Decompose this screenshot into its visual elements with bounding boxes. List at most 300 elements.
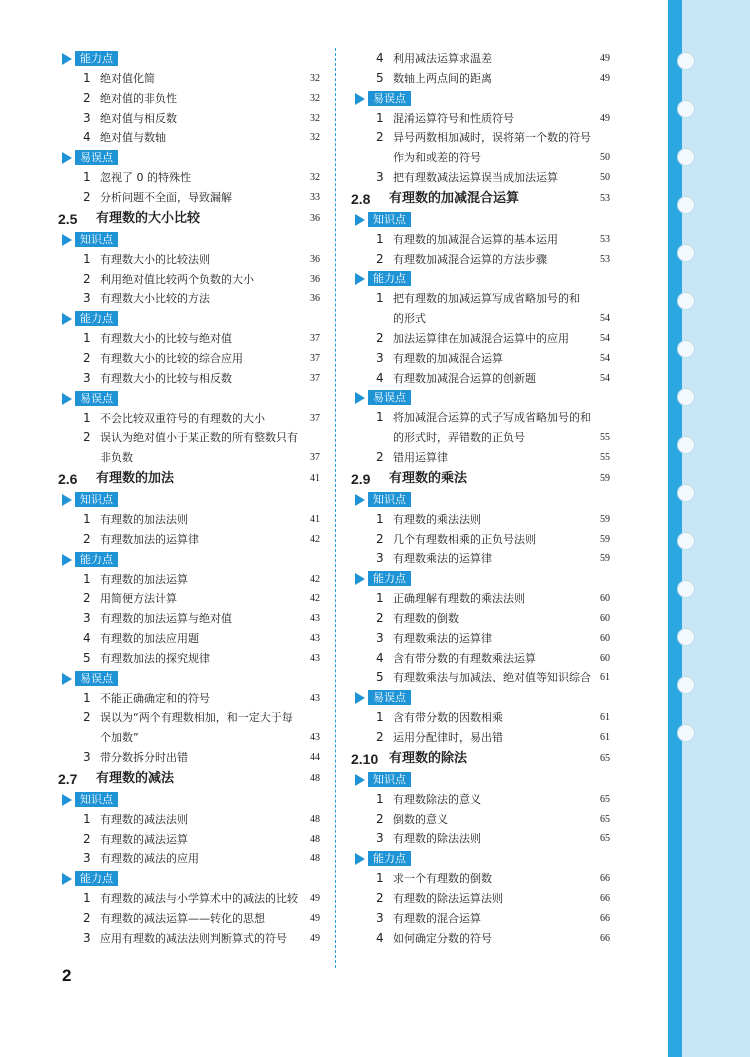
toc-entry xyxy=(58,530,320,550)
toc-entry xyxy=(58,369,320,389)
entry-number: 1 xyxy=(376,110,384,125)
entry-number: 1 xyxy=(376,871,384,886)
category-label: 能力点 xyxy=(75,51,118,66)
entry-number: 3 xyxy=(83,749,91,764)
entry-text: 的形式时，弄错数的正负号 xyxy=(393,431,525,445)
page-ref: 48 xyxy=(310,772,320,784)
toc-entry xyxy=(351,109,610,129)
entry-number: 2 xyxy=(376,811,384,826)
page-ref: 66 xyxy=(600,932,610,944)
page-ref: 49 xyxy=(310,912,320,924)
entry-text: 误认为绝对值小于某正数的所有整数只有 xyxy=(100,431,298,445)
entry-text: 有理数加法的探究规律 xyxy=(100,651,210,665)
page-ref: 54 xyxy=(600,313,610,325)
toc-entry xyxy=(351,349,610,369)
page-ref: 55 xyxy=(600,451,610,463)
entry-text: 有理数除法的意义 xyxy=(393,792,481,806)
entry-text: 混淆运算符号和性质符号 xyxy=(393,111,514,125)
page-ref: 32 xyxy=(310,132,320,144)
toc-entry xyxy=(58,609,320,629)
page-ref: 48 xyxy=(310,813,320,825)
toc-entry xyxy=(351,629,610,649)
entry-text: 作为和或差的符号 xyxy=(393,151,481,165)
category-label: 知识点 xyxy=(75,492,118,507)
entry-text: 有理数的减法与小学算术中的减法的比较 xyxy=(100,892,298,906)
entry-text: 有理数的加法应用题 xyxy=(100,631,199,645)
category-header xyxy=(351,688,610,708)
toc-entry xyxy=(351,728,610,748)
category-label: 能力点 xyxy=(75,311,118,326)
entry-number: 3 xyxy=(376,551,384,566)
entry-number: 3 xyxy=(83,110,91,125)
category-label: 知识点 xyxy=(75,792,118,807)
page-ref: 65 xyxy=(600,793,610,805)
section-number: 2.10 xyxy=(351,750,379,767)
page-ref: 54 xyxy=(600,372,610,384)
section-heading xyxy=(58,768,320,790)
entry-number: 1 xyxy=(83,811,91,826)
page-ref: 61 xyxy=(600,672,610,684)
entry-text: 有理数的加法运算 xyxy=(100,572,188,586)
page-ref: 36 xyxy=(310,253,320,265)
category-label: 能力点 xyxy=(368,271,411,286)
binder-ring-icon xyxy=(677,244,695,262)
category-header xyxy=(58,230,320,250)
play-triangle-icon xyxy=(62,873,72,885)
toc-entry xyxy=(351,168,610,188)
entry-number: 2 xyxy=(376,449,384,464)
entry-text: 有理数乘法的运算律 xyxy=(393,631,492,645)
page-ref: 37 xyxy=(310,372,320,384)
play-triangle-icon xyxy=(355,573,365,585)
entry-number: 3 xyxy=(376,630,384,645)
entry-number: 3 xyxy=(376,831,384,846)
page-ref: 43 xyxy=(310,632,320,644)
category-header xyxy=(351,210,610,230)
entry-number: 2 xyxy=(83,910,91,925)
entry-number: 1 xyxy=(83,71,91,85)
entry-number: 1 xyxy=(83,891,91,906)
entry-number: 1 xyxy=(376,591,384,606)
entry-number: 4 xyxy=(376,930,384,945)
entry-number: 2 xyxy=(83,90,91,105)
binder-ring-icon xyxy=(677,340,695,358)
page-ref: 54 xyxy=(600,332,610,344)
page-ref: 43 xyxy=(310,613,320,625)
entry-text: 错用运算律 xyxy=(393,450,448,464)
entry-text: 含有带分数的因数相乘 xyxy=(393,711,503,725)
category-header xyxy=(351,269,610,289)
toc-entry xyxy=(58,510,320,530)
toc-entry xyxy=(351,708,610,728)
entry-text: 的形式 xyxy=(393,312,426,326)
play-triangle-icon xyxy=(62,554,72,566)
page-ref: 65 xyxy=(600,752,610,764)
play-triangle-icon xyxy=(62,234,72,246)
page-number: 2 xyxy=(62,966,72,985)
page-ref: 33 xyxy=(310,191,320,203)
entry-text: 利用减法运算求温差 xyxy=(393,52,492,65)
section-title: 有理数的乘法 xyxy=(389,470,468,486)
entry-text: 有理数的混合运算 xyxy=(393,911,481,925)
entry-number: 2 xyxy=(83,350,91,365)
entry-number: 2 xyxy=(376,251,384,266)
play-triangle-icon xyxy=(355,692,365,704)
binder-ring-icon xyxy=(677,52,695,70)
category-header xyxy=(58,389,320,409)
entry-text: 绝对值的非负性 xyxy=(100,91,177,105)
entry-text: 有理数的除法运算法则 xyxy=(393,891,503,905)
entry-text: 利用绝对值比较两个负数的大小 xyxy=(100,272,254,286)
page-ref: 53 xyxy=(600,192,610,204)
toc-entry xyxy=(351,589,610,609)
entry-text: 有理数大小的比较的综合应用 xyxy=(100,351,243,365)
entry-number: 1 xyxy=(83,170,91,185)
toc-entry xyxy=(58,589,320,609)
play-triangle-icon xyxy=(355,853,365,865)
entry-text: 正确理解有理数的乘法法则 xyxy=(393,592,525,606)
category-header xyxy=(58,790,320,810)
toc-entry xyxy=(58,689,320,709)
entry-number: 2 xyxy=(83,831,91,846)
entry-text: 把有理数的加减运算写成省略加号的和 xyxy=(393,292,580,306)
toc-column-right xyxy=(351,49,610,948)
entry-text: 几个有理数相乘的正负号法则 xyxy=(393,532,536,546)
toc-entry xyxy=(351,448,610,468)
entry-text: 倒数的意义 xyxy=(393,812,448,826)
page-ref: 43 xyxy=(310,692,320,704)
page-ref: 61 xyxy=(600,731,610,743)
toc-entry xyxy=(351,909,610,929)
toc-entry xyxy=(351,369,610,389)
entry-number: 2 xyxy=(376,330,384,345)
page-ref: 53 xyxy=(600,233,610,245)
page-ref: 44 xyxy=(310,751,320,763)
entry-text: 有理数乘法的运算律 xyxy=(393,552,492,566)
binder-sidebar xyxy=(668,0,750,1057)
page-ref: 59 xyxy=(600,553,610,565)
page-ref: 66 xyxy=(600,892,610,904)
toc-entry xyxy=(58,109,320,129)
entry-text: 有理数大小的比较与相反数 xyxy=(100,371,232,385)
toc-entry xyxy=(351,869,610,889)
entry-text: 有理数的加减混合运算的基本运用 xyxy=(393,232,558,246)
toc-entry xyxy=(58,909,320,929)
entry-text: 有理数加减混合运算的创新题 xyxy=(393,371,536,385)
binder-ring-icon xyxy=(677,628,695,646)
page-ref: 60 xyxy=(600,652,610,664)
entry-number: 1 xyxy=(83,690,91,705)
entry-number: 5 xyxy=(376,670,384,685)
entry-number: 5 xyxy=(83,650,91,665)
page-ref: 41 xyxy=(310,513,320,525)
page-ref: 43 xyxy=(310,732,320,744)
page-ref: 54 xyxy=(600,352,610,364)
section-heading xyxy=(351,468,610,490)
entry-text: 带分数拆分时出错 xyxy=(100,750,188,764)
entry-text: 有理数大小比较的方法 xyxy=(100,292,210,306)
page-ref: 48 xyxy=(310,853,320,865)
toc-entry xyxy=(58,570,320,590)
entry-number: 3 xyxy=(376,350,384,365)
category-label: 易误点 xyxy=(75,391,118,406)
toc-entry xyxy=(351,829,610,849)
toc-entry xyxy=(58,128,320,148)
binder-ring-icon xyxy=(677,388,695,406)
page-ref: 66 xyxy=(600,912,610,924)
entry-number: 1 xyxy=(83,571,91,586)
entry-text: 运用分配律时，易出错 xyxy=(393,730,503,744)
entry-text: 有理数的减法运算 xyxy=(100,832,188,846)
category-header xyxy=(58,490,320,510)
toc-entry xyxy=(58,810,320,830)
toc-column-left xyxy=(58,49,320,949)
toc-entry xyxy=(58,289,320,309)
page-ref: 41 xyxy=(310,472,320,484)
entry-number: 2 xyxy=(376,610,384,625)
toc-entry xyxy=(58,629,320,649)
entry-text: 有理数的减法运算——转化的思想 xyxy=(100,911,265,925)
section-title: 有理数的加减混合运算 xyxy=(389,190,520,206)
category-header xyxy=(58,869,320,889)
entry-number: 4 xyxy=(376,650,384,665)
category-label: 能力点 xyxy=(75,871,118,886)
binder-ring-icon xyxy=(677,532,695,550)
entry-text: 有理数大小的比较法则 xyxy=(100,252,210,266)
page-ref: 60 xyxy=(600,632,610,644)
category-header xyxy=(58,49,320,69)
toc-entry xyxy=(58,89,320,109)
page-ref: 61 xyxy=(600,712,610,724)
play-triangle-icon xyxy=(355,392,365,404)
play-triangle-icon xyxy=(355,93,365,105)
entry-number: 3 xyxy=(83,370,91,385)
play-triangle-icon xyxy=(62,794,72,806)
binder-ring-icon xyxy=(677,484,695,502)
entry-text: 有理数大小的比较与绝对值 xyxy=(100,332,232,346)
binder-ring-icon xyxy=(677,292,695,310)
category-header xyxy=(351,770,610,790)
category-header xyxy=(58,669,320,689)
toc-entry xyxy=(58,428,320,448)
section-number: 2.5 xyxy=(58,210,78,227)
category-label: 能力点 xyxy=(368,851,411,866)
entry-number: 1 xyxy=(376,291,384,306)
category-header xyxy=(351,569,610,589)
toc-entry xyxy=(351,408,610,428)
section-heading xyxy=(58,468,320,490)
entry-number: 4 xyxy=(376,51,384,65)
play-triangle-icon xyxy=(62,152,72,164)
page-ref: 49 xyxy=(600,72,610,84)
play-triangle-icon xyxy=(62,313,72,325)
page-ref: 32 xyxy=(310,73,320,84)
entry-text: 不能正确确定和的符号 xyxy=(100,691,210,705)
toc-entry xyxy=(58,349,320,369)
page-ref: 43 xyxy=(310,652,320,664)
category-header xyxy=(351,849,610,869)
section-number: 2.6 xyxy=(58,470,78,487)
page-ref: 32 xyxy=(310,172,320,184)
binder-ring-icon xyxy=(677,724,695,742)
entry-text: 绝对值化简 xyxy=(100,72,155,85)
entry-number: 2 xyxy=(83,710,91,725)
entry-text: 非负数 xyxy=(100,451,133,465)
entry-number: 3 xyxy=(83,291,91,306)
play-triangle-icon xyxy=(62,393,72,405)
section-heading xyxy=(351,748,610,770)
toc-entry xyxy=(58,849,320,869)
entry-text: 用简便方法计算 xyxy=(100,592,177,606)
toc-entry xyxy=(58,649,320,669)
entry-text: 个加数” xyxy=(100,731,139,745)
section-title: 有理数的除法 xyxy=(389,750,468,766)
entry-number: 3 xyxy=(376,169,384,184)
category-label: 能力点 xyxy=(75,552,118,567)
toc-entry xyxy=(58,830,320,850)
page-ref: 49 xyxy=(310,932,320,944)
entry-text: 有理数乘法与加减法、绝对值等知识综合 xyxy=(393,671,591,685)
play-triangle-icon xyxy=(62,494,72,506)
entry-text: 有理数的倒数 xyxy=(393,611,459,625)
entry-number: 2 xyxy=(83,189,91,204)
toc-entry xyxy=(351,289,610,309)
play-triangle-icon xyxy=(355,273,365,285)
entry-text: 有理数的乘法法则 xyxy=(393,512,481,526)
page-ref: 50 xyxy=(600,171,610,183)
page-ref: 42 xyxy=(310,593,320,605)
play-triangle-icon xyxy=(355,774,365,786)
entry-number: 1 xyxy=(376,791,384,806)
toc-entry-continued xyxy=(58,448,320,468)
entry-number: 3 xyxy=(376,910,384,925)
page-ref: 36 xyxy=(310,273,320,285)
page-ref: 48 xyxy=(310,833,320,845)
toc-entry xyxy=(351,69,610,89)
entry-text: 将加减混合运算的式子写成省略加号的和 xyxy=(393,411,591,425)
toc-entry xyxy=(58,329,320,349)
entry-number: 2 xyxy=(83,430,91,445)
entry-number: 2 xyxy=(83,531,91,546)
page-ref: 53 xyxy=(600,253,610,265)
page-ref: 42 xyxy=(310,533,320,545)
category-label: 知识点 xyxy=(368,492,411,507)
entry-text: 忽视了 0 的特殊性 xyxy=(100,171,191,185)
entry-text: 有理数的除法法则 xyxy=(393,832,481,846)
category-label: 知识点 xyxy=(75,232,118,247)
binder-ring-icon xyxy=(677,676,695,694)
entry-number: 1 xyxy=(83,331,91,346)
toc-entry-continued xyxy=(351,428,610,448)
entry-text: 不会比较双重符号的有理数的大小 xyxy=(100,411,265,425)
toc-entry xyxy=(351,668,610,688)
category-header xyxy=(58,550,320,570)
entry-text: 有理数加减混合运算的方法步骤 xyxy=(393,252,547,266)
toc-entry xyxy=(58,188,320,208)
toc-entry xyxy=(58,409,320,429)
binder-ring-icon xyxy=(677,148,695,166)
toc-entry xyxy=(351,609,610,629)
page-ref: 59 xyxy=(600,513,610,525)
page-ref: 37 xyxy=(310,352,320,364)
page-ref: 49 xyxy=(600,53,610,64)
toc-entry xyxy=(351,790,610,810)
entry-number: 4 xyxy=(83,630,91,645)
entry-text: 有理数的加法运算与绝对值 xyxy=(100,612,232,626)
page-ref: 65 xyxy=(600,833,610,845)
entry-text: 如何确定分数的符号 xyxy=(393,931,492,945)
toc-entry-continued xyxy=(351,309,610,329)
section-title: 有理数的大小比较 xyxy=(96,210,201,226)
entry-text: 把有理数减法运算误当成加法运算 xyxy=(393,170,558,184)
category-label: 易误点 xyxy=(368,390,411,405)
section-title: 有理数的加法 xyxy=(96,470,175,486)
toc-entry xyxy=(351,810,610,830)
entry-text: 应用有理数的减法法则判断算式的符号 xyxy=(100,931,287,945)
toc-entry xyxy=(58,748,320,768)
category-header xyxy=(58,309,320,329)
category-label: 能力点 xyxy=(368,571,411,586)
toc-entry xyxy=(58,168,320,188)
play-triangle-icon xyxy=(355,214,365,226)
entry-number: 1 xyxy=(376,231,384,246)
toc-entry xyxy=(351,510,610,530)
entry-number: 3 xyxy=(83,930,91,945)
entry-number: 1 xyxy=(376,710,384,725)
entry-number: 3 xyxy=(83,611,91,626)
category-label: 易误点 xyxy=(75,150,118,165)
page-ref: 55 xyxy=(600,432,610,444)
toc-entry xyxy=(351,549,610,569)
toc-entry xyxy=(351,929,610,949)
toc-entry xyxy=(351,329,610,349)
binder-ring-icon xyxy=(677,100,695,118)
play-triangle-icon xyxy=(355,494,365,506)
category-header xyxy=(351,490,610,510)
entry-number: 1 xyxy=(376,511,384,526)
toc-entry xyxy=(351,250,610,270)
entry-text: 有理数的加法法则 xyxy=(100,512,188,526)
toc-entry xyxy=(351,530,610,550)
entry-number: 1 xyxy=(83,251,91,266)
entry-number: 1 xyxy=(83,410,91,425)
entry-number: 3 xyxy=(83,851,91,866)
page-ref: 37 xyxy=(310,412,320,424)
toc-entry xyxy=(351,889,610,909)
toc-entry xyxy=(351,230,610,250)
toc-entry xyxy=(58,250,320,270)
column-divider xyxy=(335,48,336,968)
category-header xyxy=(351,388,610,408)
page-ref: 60 xyxy=(600,612,610,624)
page-ref: 59 xyxy=(600,533,610,545)
toc-entry xyxy=(58,889,320,909)
category-label: 易误点 xyxy=(75,671,118,686)
page-ref: 49 xyxy=(600,112,610,124)
toc-entry xyxy=(351,128,610,148)
toc-entry xyxy=(351,649,610,669)
section-number: 2.9 xyxy=(351,470,371,487)
binder-ring-icon xyxy=(677,580,695,598)
toc-entry xyxy=(58,270,320,290)
section-title: 有理数的减法 xyxy=(96,770,175,786)
toc-entry xyxy=(351,49,610,69)
category-label: 知识点 xyxy=(368,772,411,787)
page-ref: 42 xyxy=(310,573,320,585)
binder-ring-icon xyxy=(677,196,695,214)
entry-number: 2 xyxy=(376,531,384,546)
entry-text: 加法运算律在加减混合运算中的应用 xyxy=(393,331,569,345)
